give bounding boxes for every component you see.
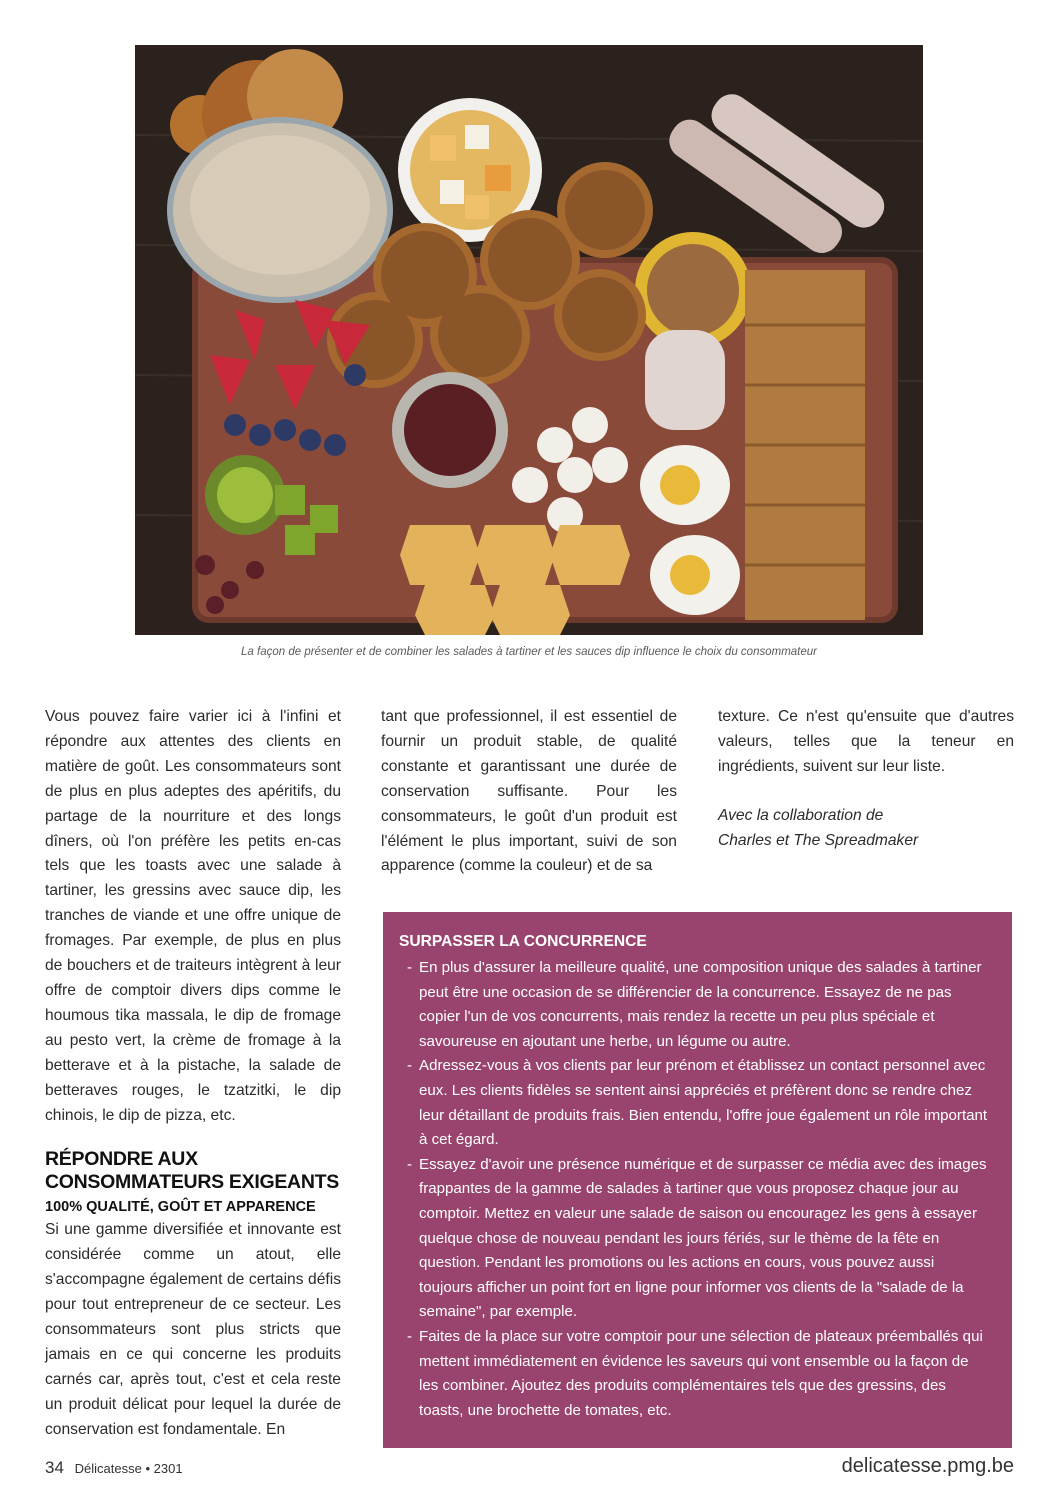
article-photo	[135, 45, 923, 635]
sidebar-box-title: SURPASSER LA CONCURRENCE	[399, 933, 647, 950]
publication-name: Délicatesse • 2301	[74, 1461, 183, 1476]
body-paragraph: texture. Ce n'est qu'ensuite que d'autres valeurs, telles que la teneur en ingrédients, suivent sur leur liste.	[718, 708, 1014, 775]
credit-line	[718, 804, 1014, 854]
page-number: 34	[45, 1458, 64, 1477]
body-paragraph: tant que professionnel, il est essentiel de fournir un produit stable, de qualité constante et garantissant une durée de conservation suffisante. Pour les consommateurs, le goût d'un produit est l'élément le plus important, suivi de son apparence (comme la couleur) et de sa	[381, 708, 677, 875]
list-item: - En plus d'assurer la meilleure qualité, une composition unique des salades à tartiner peut être une occasion de se différencier de la concurrence. Essayez de ne pas copier l'un de vos concurrents, mais rendez la recette un peu plus spéciale et savoureuse en ajoutant une herbe, un légume ou autre.	[399, 956, 990, 1054]
charcuterie-board-illustration	[135, 45, 923, 635]
footer-left	[45, 1458, 183, 1478]
list-item: - Adressez-vous à vos clients par leur prénom et établissez un contact personnel avec eux. Les clients fidèles se sentent ainsi appréciés et préfèrent donc se rendre chez leur détaillant de produits frais. Bien entendu, l'offre joue également un rôle important à cet égard.	[399, 1054, 990, 1152]
credit-line-1: Avec la collaboration de	[718, 806, 884, 824]
article-column-1	[45, 705, 341, 1443]
sidebar-box-list	[399, 956, 990, 1423]
article-column-2	[381, 705, 677, 879]
body-paragraph: Vous pouvez faire varier ici à l'infini et répondre aux attentes des clients en matière de goût. Les consommateurs sont de plus en plus adeptes des apéritifs, du partage de la nourriture et des longs dîners, où l'on préfère les petits en-cas tels que les toasts avec une salade à tartiner, les gressins avec sauce dip, les tranches de viande et une offre unique de fromages. Par exemple, de plus en plus de bouchers et de traiteurs intègrent à leur offre de comptoir divers dips comme le houmous tika massala, le dip de fromage au pesto vert, la crème de fromage à la betterave et à la pistache, la salade de betteraves rouges, le tzatzitki, le dip chinois, le dip de pizza, etc.	[45, 708, 341, 1124]
list-item: - Essayez d'avoir une présence numérique et de surpasser ce média avec des images frappantes de la gamme de salades à tartiner que vous proposez chaque jour au comptoir. Mettez en valeur une salade de saison ou encouragez les gens à essayer quelque chose de nouveau pendant les jours fériés, sur le thème de la fête en question. Pendant les promotions ou les actions en cours, vous pouvez aussi toujours afficher un point fort en ligne pour informer vos clients de la "salade de la semaine", par exemple.	[399, 1153, 990, 1325]
article-column-3	[718, 705, 1014, 854]
website-link[interactable]: delicatesse.pmg.be	[841, 1455, 1014, 1477]
credit-line-2: Charles et The Spreadmaker	[718, 831, 919, 849]
section-heading: RÉPONDRE AUX CONSOMMATEURS EXIGEANTS	[45, 1148, 339, 1194]
body-paragraph: Si une gamme diversifiée et innovante est considérée comme un atout, elle s'accompagne également de certains défis pour tout entrepreneur de ce secteur. Les consommateurs sont plus stricts que jamais en ce qui concerne les produits carnés car, après tout, c'est et cela reste un produit délicat pour lequel la durée de conservation est fondamentale. En	[45, 1221, 341, 1438]
section-subheading: 100% QUALITÉ, GOÛT ET APPARENCE	[45, 1199, 316, 1216]
sidebar-box	[383, 912, 1012, 1448]
photo-caption: La façon de présenter et de combiner les salades à tartiner et les sauces dip influence le choix du consommateur	[241, 646, 817, 658]
list-item: - Faites de la place sur votre comptoir pour une sélection de plateaux préemballés qui mettent immédiatement en évidence les saveurs qui vont ensemble ou la façon de les combiner. Ajoutez des produits complémentaires tels que des gressins, des toasts, une brochette de tomates, etc.	[399, 1325, 990, 1423]
